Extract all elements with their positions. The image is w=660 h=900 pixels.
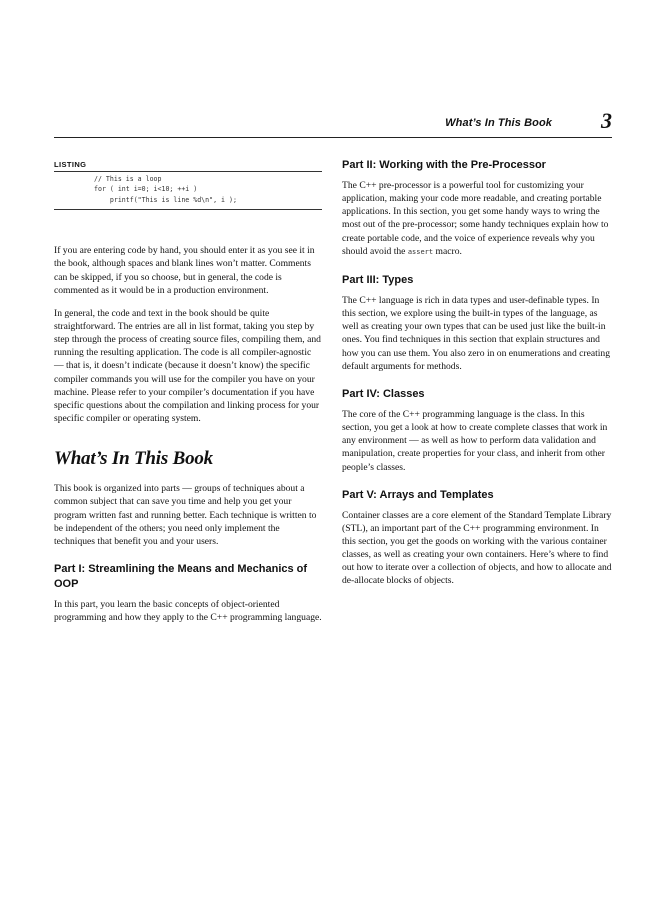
paragraph-code-general: In general, the code and text in the book should be quite straightforward. The entries are all in list format, taking you step by step through the process of creating source files, compiling them, and running the resulting application. The code is all compiler-agnostic — that is, it doesn’t indicate (because it doesn’t know) the specific compiler commands you will use for the compiler you have on your machine. Please refer to your compiler’s documentation if you have specific questions about the compilation and linking process for your specific compiler or operating system. (54, 307, 321, 425)
right-column (342, 158, 612, 588)
paragraph-entering-code: If you are entering code by hand, you should enter it as you see it in the book, although spaces and blank lines won’t matter. Comments can be skipped, if you so choose, but in general, the code is commented as it would be in a production environment. (54, 245, 315, 296)
part2-code-assert: assert (407, 247, 434, 256)
part3-text: The C++ language is rich in data types and user-definable types. In this section, we explore using the built-in types of the language, as well as creating your own types that can be used just like the built-in ones. You find techniques in this section that explain structures and how you can use them. You also zero in on enumerations and creating default arguments for methods. (342, 294, 611, 372)
paragraph-book-organization: This book is organized into parts — groups of techniques about a common subject that can save you time and help you get your program written fast and running better. Each technique is written to be independent of the others; you need only implement the techniques that benefit you and your users. (54, 483, 317, 547)
part3-title: Part III: Types (342, 273, 414, 286)
listing-label: LISTING (54, 160, 322, 172)
part2-title: Part II: Working with the Pre-Processor (342, 159, 546, 171)
part1-text: In this part, you learn the basic concepts of object-oriented programming and how they apply to the C++ programming language. (54, 599, 322, 624)
part2-text-b: macro. (435, 245, 462, 257)
header-rule (54, 137, 612, 138)
section-title: What’s In This Book (54, 448, 213, 470)
part4-title: Part IV: Classes (342, 387, 425, 400)
part5-text: Container classes are a core element of the Standard Template Library (STL), an important part of the C++ programming environment. In this section, you get the goods on working with the various container classes, as well as creating your own containers. Here’s where to find out how to iterate over a collection of objects, and how to allocate and de-allocate blocks of objects. (342, 509, 612, 587)
part5-title: Part V: Arrays and Templates (342, 488, 494, 501)
left-column (54, 158, 322, 624)
running-header (54, 108, 612, 138)
part2-text-a: The C++ pre-processor is a powerful tool for customizing your application, making your code more readable, and creating portable applications. In this section, you get some handy ways to wring the most out of the pre-processor; some handy techniques explain how to create portable code, and the voice of experience reveals why you should avoid the (342, 180, 609, 257)
part1-title: Part I: Streamlining the Means and Mechanics of OOP (54, 563, 308, 591)
listing-code: // This is a loop for ( int i=0; i<10; ++i ) printf("This is line %d\n", i ); (54, 174, 322, 210)
running-title: What’s In This Book (445, 117, 552, 129)
part2-text (342, 179, 612, 259)
part4-text: The core of the C++ programming language is the class. In this section, you get a look at how to create complete classes that work in any environment — as well as how to perform data validation and manipulation, create properties for your class, and inherit from other people’s classes. (342, 408, 608, 473)
page-number: 3 (601, 108, 612, 133)
